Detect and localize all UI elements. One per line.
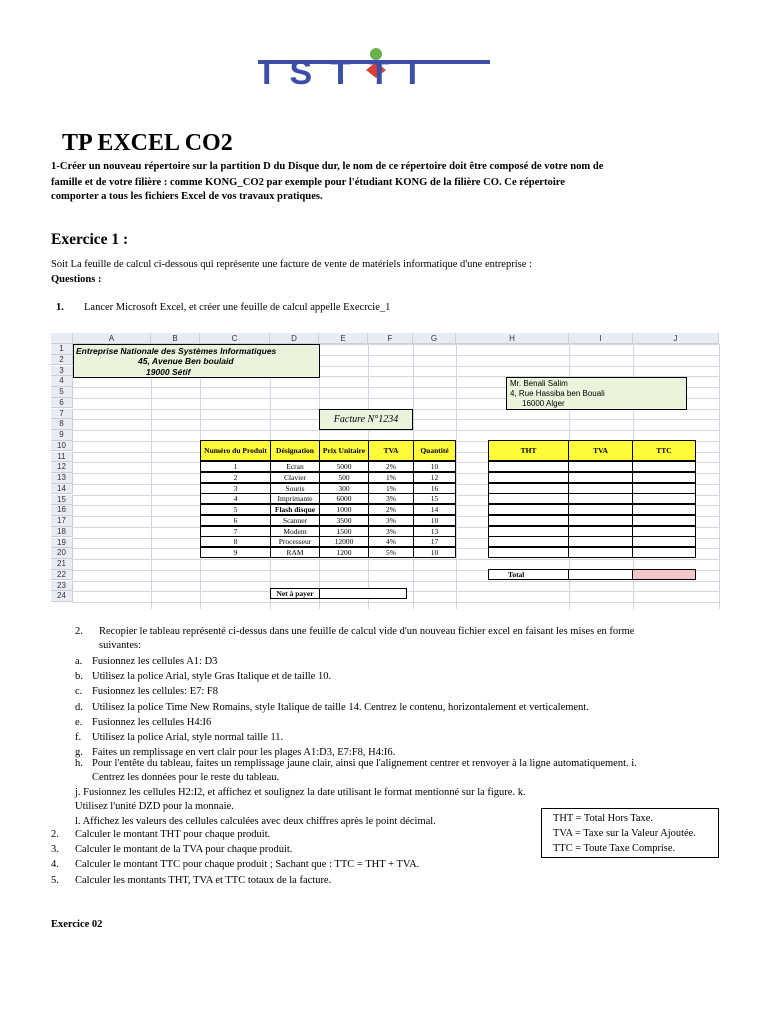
product-designation: Clavier: [270, 472, 320, 483]
net-label: Net à payer: [270, 588, 320, 599]
item-j-text: j. Fusionnez les cellules H2:I2, et affichez et soulignez la date utilisant le format mentionné sur la figure. k.: [75, 787, 526, 798]
row-header[interactable]: 17: [51, 516, 73, 527]
row-header[interactable]: 13: [51, 473, 73, 484]
grid-vline: [719, 344, 720, 609]
row-header[interactable]: 19: [51, 538, 73, 549]
item-k-text: Utilisez l'unité DZD pour la monnaie.: [75, 801, 234, 812]
product-tva: 3%: [368, 526, 414, 537]
header-designation: Désignation: [270, 440, 320, 461]
product-designation: Ecran: [270, 461, 320, 472]
product-qte: 14: [413, 504, 456, 515]
tva-amount-cell[interactable]: [568, 472, 633, 483]
tva-amount-cell[interactable]: [568, 504, 633, 515]
product-num: 5: [200, 504, 271, 515]
q1-number: 1.: [56, 302, 64, 313]
ttc-cell[interactable]: [632, 547, 696, 558]
row-header[interactable]: 22: [51, 570, 73, 581]
item-label: d.: [75, 701, 83, 713]
tht-cell[interactable]: [488, 515, 569, 526]
row-header[interactable]: 1: [51, 344, 73, 355]
ttc-cell[interactable]: [632, 504, 696, 515]
row-header[interactable]: 23: [51, 581, 73, 592]
product-tva: 2%: [368, 504, 414, 515]
row-header[interactable]: 3: [51, 366, 73, 377]
product-designation: RAM: [270, 547, 320, 558]
tva-amount-cell[interactable]: [568, 547, 633, 558]
product-prix: 1000: [319, 504, 369, 515]
ttc-cell[interactable]: [632, 472, 696, 483]
column-header[interactable]: H: [456, 333, 569, 344]
total-label: Total: [488, 569, 569, 580]
product-num: 2: [200, 472, 271, 483]
row-header[interactable]: 9: [51, 430, 73, 441]
item-label: a.: [75, 656, 83, 667]
definitions-box: [541, 808, 719, 858]
q2-text-1: Recopier le tableau représenté ci-dessus dans une feuille de calcul vide d'un nouveau fichier excel en faisant les mises en forme: [99, 626, 635, 637]
product-designation: Imprimante: [270, 493, 320, 504]
step-number: 5.: [51, 874, 59, 886]
product-qte: 12: [413, 472, 456, 483]
product-num: 9: [200, 547, 271, 558]
product-qte: 17: [413, 536, 456, 547]
tht-cell[interactable]: [488, 472, 569, 483]
tva-amount-cell[interactable]: [568, 536, 633, 547]
product-tva: 2%: [368, 461, 414, 472]
header-qte: Quantité: [413, 440, 456, 461]
product-qte: 16: [413, 483, 456, 494]
product-qte: 15: [413, 493, 456, 504]
tht-cell[interactable]: [488, 504, 569, 515]
client-block: [506, 377, 687, 410]
item-h-text: Pour l'entête du tableau, faites un remplissage jaune clair, ainsi que l'alignement centrer et renvoyer à la ligne automatiquement. i.: [92, 758, 637, 769]
row-header[interactable]: 8: [51, 419, 73, 430]
product-prix: 500: [319, 472, 369, 483]
product-num: 8: [200, 536, 271, 547]
header-tva: TVA: [368, 440, 414, 461]
item-text: Utilisez la police Arial, style normal taille 11.: [92, 732, 284, 743]
item-label: f.: [75, 732, 82, 743]
header-num: Numéro du Produit: [200, 440, 271, 461]
item-label: e.: [75, 716, 83, 728]
product-designation: Flash disque: [270, 504, 320, 515]
step-text: Calculer les montants THT, TVA et TTC totaux de la facture.: [75, 874, 332, 886]
ttc-cell[interactable]: [632, 483, 696, 494]
tht-cell[interactable]: [488, 526, 569, 537]
header-tva2: TVA: [568, 440, 633, 461]
tht-cell[interactable]: [488, 493, 569, 504]
item-text: Utilisez la police Time New Romains, style Italique de taille 14. Centrez le contenu, horizontalement et verticalement.: [92, 701, 589, 713]
logo-text: ISTTI: [262, 54, 436, 92]
product-num: 6: [200, 515, 271, 526]
definition-tht: THT = Total Hors Taxe.: [553, 813, 653, 824]
exercise1-statement: Soit La feuille de calcul ci-dessous qui représente une facture de vente de matériels informatique d'une entreprise :: [51, 259, 532, 270]
column-header[interactable]: G: [413, 333, 456, 344]
tht-cell[interactable]: [488, 547, 569, 558]
column-header[interactable]: A: [73, 333, 151, 344]
product-num: 7: [200, 526, 271, 537]
step-number: 3.: [51, 844, 59, 856]
row-header[interactable]: 6: [51, 398, 73, 409]
q1-text: Lancer Microsoft Excel, et créer une feuille de calcul appelle Execrcie_1: [84, 302, 391, 313]
item-text: Faites un remplissage en vert clair pour les plages A1:D3, E7:F8, H4:I6.: [92, 747, 396, 759]
column-header[interactable]: B: [151, 333, 200, 344]
step-text: Calculer le montant de la TVA pour chaque produit.: [75, 844, 293, 856]
grid-hline: [73, 559, 719, 560]
intro-line-2: famille et de votre filière : comme KONG_CO2 par exemple pour l'étudiant KONG de la filière CO. Ce répertoire: [51, 177, 565, 188]
header-tht: THT: [488, 440, 569, 461]
page-title: TP EXCEL CO2: [62, 130, 233, 156]
q2-text-2: suivantes:: [99, 640, 141, 651]
header-prix: Prix Unitaire: [319, 440, 369, 461]
product-prix: 300: [319, 483, 369, 494]
row-header[interactable]: 14: [51, 484, 73, 495]
column-header[interactable]: F: [368, 333, 413, 344]
definition-tva: TVA = Taxe sur la Valeur Ajoutée.: [553, 828, 696, 839]
company-name: Entreprise Nationale des Systèmes Informatiques: [76, 346, 277, 356]
product-tva: 3%: [368, 515, 414, 526]
company-address: 45, Avenue Ben boulaid: [138, 356, 234, 366]
row-header[interactable]: 10: [51, 441, 73, 452]
client-name: Mr. Benali Salim: [510, 379, 568, 388]
item-label: b.: [75, 671, 83, 683]
row-header[interactable]: 5: [51, 387, 73, 398]
row-header[interactable]: 11: [51, 452, 73, 463]
intro-line-1: 1-Créer un nouveau répertoire sur la partition D du Disque dur, le nom de ce répertoire doit être composé de votre nom de: [51, 161, 604, 172]
istti-logo: [258, 48, 490, 92]
grid-hline: [73, 430, 719, 431]
ttc-cell[interactable]: [632, 461, 696, 472]
product-qte: 10: [413, 515, 456, 526]
item-text: Utilisez la police Arial, style Gras Italique et de taille 10.: [92, 671, 332, 683]
q2-number: 2.: [75, 626, 83, 637]
product-designation: Souris: [270, 483, 320, 494]
column-header[interactable]: C: [200, 333, 270, 344]
tva-amount-cell[interactable]: [568, 526, 633, 537]
definition-ttc: TTC = Toute Taxe Comprise.: [553, 843, 676, 854]
product-qte: 10: [413, 461, 456, 472]
product-prix: 6000: [319, 493, 369, 504]
client-address: 4, Rue Hassiba ben Bouali: [510, 389, 605, 398]
invoice-spreadsheet: [51, 333, 719, 609]
row-header[interactable]: 18: [51, 527, 73, 538]
product-num: 3: [200, 483, 271, 494]
row-header[interactable]: 2: [51, 355, 73, 366]
product-qte: 13: [413, 526, 456, 537]
company-block: [73, 344, 320, 378]
product-tva: 4%: [368, 536, 414, 547]
grid-hline: [73, 581, 719, 582]
product-designation: Modem: [270, 526, 320, 537]
item-label: c.: [75, 686, 83, 698]
corner-cell[interactable]: [51, 333, 73, 344]
total-tht-cell[interactable]: [568, 569, 633, 580]
step-number: 2.: [51, 829, 59, 840]
column-header[interactable]: J: [633, 333, 719, 344]
product-designation: Processeur: [270, 536, 320, 547]
ttc-cell[interactable]: [632, 526, 696, 537]
ttc-cell[interactable]: [632, 515, 696, 526]
product-prix: 1500: [319, 526, 369, 537]
product-num: 1: [200, 461, 271, 472]
row-header[interactable]: 7: [51, 409, 73, 420]
product-prix: 12000: [319, 536, 369, 547]
row-header[interactable]: 4: [51, 376, 73, 387]
step-number: 4.: [51, 859, 59, 871]
column-header[interactable]: D: [270, 333, 319, 344]
product-prix: 1200: [319, 547, 369, 558]
product-tva: 5%: [368, 547, 414, 558]
ttc-cell[interactable]: [632, 493, 696, 504]
tva-amount-cell[interactable]: [568, 493, 633, 504]
questions-label: Questions :: [51, 274, 102, 285]
product-prix: 3500: [319, 515, 369, 526]
tht-cell[interactable]: [488, 483, 569, 494]
exercise1-heading: Exercice 1 :: [51, 231, 129, 248]
tva-amount-cell[interactable]: [568, 483, 633, 494]
tht-cell[interactable]: [488, 536, 569, 547]
column-header[interactable]: E: [319, 333, 368, 344]
tht-cell[interactable]: [488, 461, 569, 472]
ttc-cell[interactable]: [632, 536, 696, 547]
item-text: Fusionnez les cellules: E7: F8: [92, 686, 218, 698]
product-prix: 5000: [319, 461, 369, 472]
item-l-text: l. Affichez les valeurs des cellules calculées avec deux chiffres après le point décimal.: [75, 816, 436, 827]
step-text: Calculer le montant THT pour chaque produit.: [75, 829, 271, 840]
grid-hline: [73, 602, 719, 603]
client-city: 16000 Alger: [522, 399, 565, 408]
step-text: Calculer le montant TTC pour chaque produit ; Sachant que : TTC = THT + TVA.: [75, 859, 420, 871]
item-i-text: Centrez les données pour le reste du tableau.: [92, 772, 280, 783]
invoice-number: Facture N°1234: [319, 409, 413, 430]
item-text: Fusionnez les cellules A1: D3: [92, 656, 218, 667]
product-qte: 10: [413, 547, 456, 558]
row-header[interactable]: 15: [51, 495, 73, 506]
item-h-label: h.: [75, 758, 83, 769]
product-tva: 3%: [368, 493, 414, 504]
product-tva: 1%: [368, 472, 414, 483]
product-tva: 1%: [368, 483, 414, 494]
product-designation: Scanner: [270, 515, 320, 526]
net-value-cell[interactable]: [319, 588, 407, 599]
tva-amount-cell[interactable]: [568, 461, 633, 472]
row-header[interactable]: 21: [51, 559, 73, 570]
item-text: Fusionnez les cellules H4:I6: [92, 716, 212, 728]
item-label: g.: [75, 747, 83, 759]
column-header[interactable]: I: [569, 333, 633, 344]
exercise2-heading: Exercice 02: [51, 919, 103, 930]
row-header[interactable]: 16: [51, 505, 73, 516]
row-header[interactable]: 20: [51, 548, 73, 559]
header-ttc: TTC: [632, 440, 696, 461]
product-num: 4: [200, 493, 271, 504]
total-ttc-cell[interactable]: [632, 569, 696, 580]
row-header[interactable]: 12: [51, 462, 73, 473]
tva-amount-cell[interactable]: [568, 515, 633, 526]
row-header[interactable]: 24: [51, 591, 73, 602]
intro-line-3: comporter a tous les fichiers Excel de vos travaux pratiques.: [51, 191, 323, 202]
company-city: 19000 Sétif: [146, 367, 191, 377]
